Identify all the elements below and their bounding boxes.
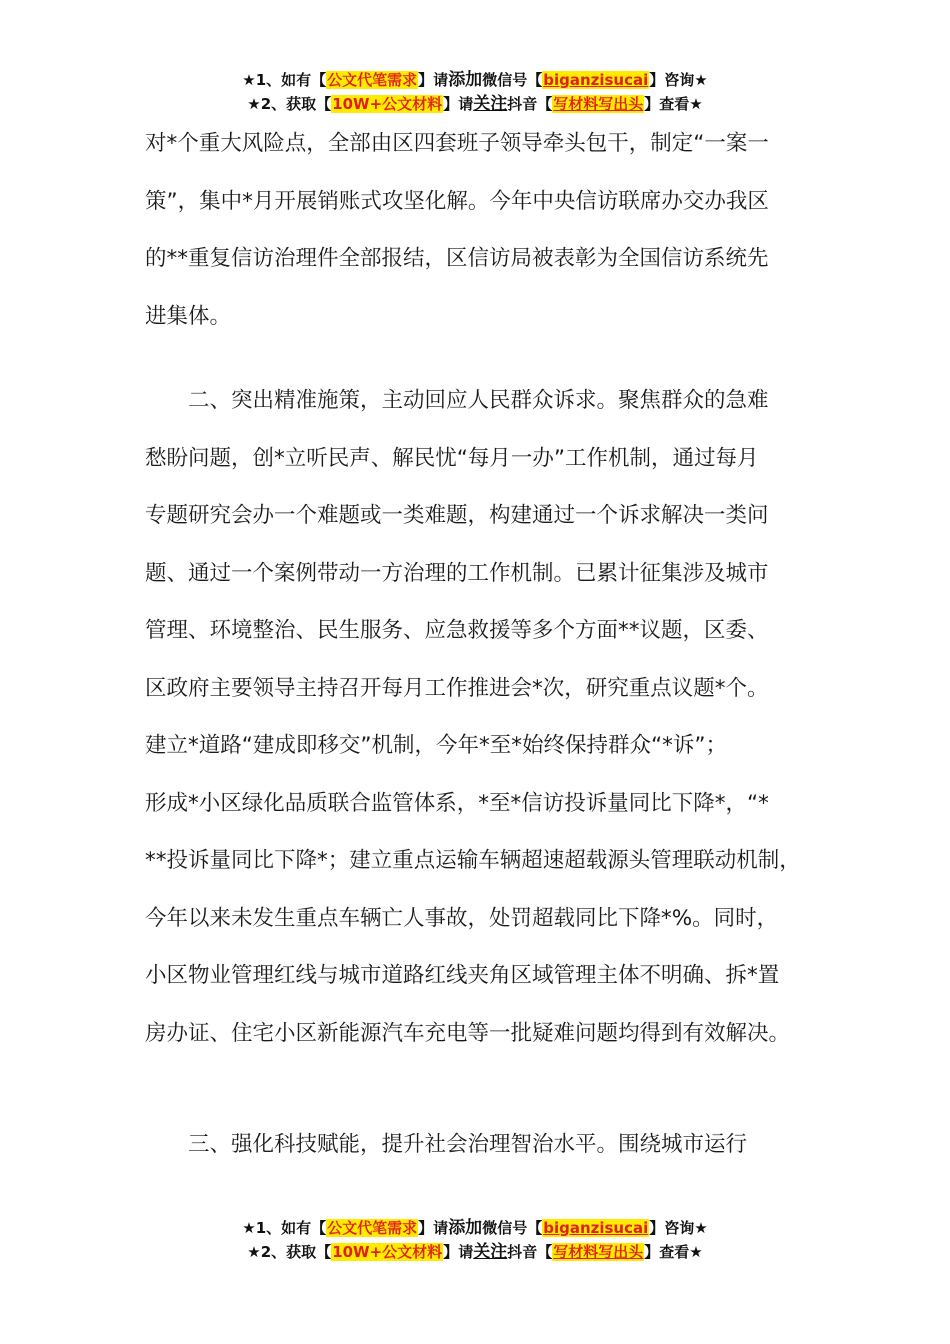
text-line: 专题研究会办一个难题或一类难题，构建通过一个诉求解决一类问 (145, 503, 769, 528)
wechat-id-link[interactable]: biganzisucai (543, 1219, 649, 1237)
promo-text: 】请 (443, 95, 474, 113)
promo-text: ★1、如有【 (242, 71, 327, 89)
promo-highlight: 公文代笔需求 (327, 71, 418, 89)
wechat-id-link[interactable]: biganzisucai (543, 71, 649, 89)
promo-text: 】查看★ (644, 1243, 703, 1261)
text-line: 三、强化科技赋能，提升社会治理智治水平。围绕城市运行 (145, 1132, 748, 1157)
text-line: 的**重复信访治理件全部报结，区信访局被表彰为全国信访系统先 (145, 246, 769, 271)
promo-text: 】请 (418, 71, 449, 89)
paragraph-spacer (145, 1062, 830, 1116)
text-line: 愁盼问题，创*立听民声、解民忧“每月一办”工作机制，通过每月 (145, 445, 759, 471)
promo-text: 抖音【 (507, 95, 553, 113)
promo-highlight: 公文代笔需求 (327, 1219, 418, 1237)
top-promo-banner (0, 68, 950, 116)
promo-line-2 (0, 1240, 950, 1264)
douyin-account-link[interactable]: 写材料写出头 (553, 1243, 644, 1261)
text-line: 区政府主要领导主持召开每月工作推进会*次，研究重点议题*个。 (145, 675, 769, 701)
promo-text: 】请 (418, 1219, 449, 1237)
promo-text: ★2、获取【 (247, 1243, 332, 1261)
text-line: 房办证、住宅小区新能源汽车充电等一批疑难问题均得到有效解决。 (145, 1020, 791, 1046)
promo-text: 微信号【 (482, 71, 543, 89)
text-line: 进集体。 (145, 303, 232, 329)
text-line: 今年以来未发生重点车辆亡人事故，处罚超载同比下降*%。同时， (145, 905, 779, 931)
text-line: 题、通过一个案例带动一方治理的工作机制。已累计征集涉及城市 (145, 560, 769, 586)
bottom-promo-banner (0, 1216, 950, 1264)
promo-emphasis: 添加 (448, 70, 483, 90)
promo-line-1 (0, 1216, 950, 1240)
text-line: 建立*道路“建成即移交”机制，今年*至*始终保持群众“*诉”； (145, 733, 728, 758)
paragraph-spacer (145, 345, 830, 372)
paragraph-2 (145, 372, 830, 1062)
text-line: 二、突出精准施策，主动回应人民群众诉求。聚焦群众的急难 (145, 388, 769, 413)
text-line: 策”，集中*月开展销账式攻坚化解。今年中央信访联席办交办我区 (145, 188, 769, 214)
promo-highlight: 10W+公文材料 (332, 95, 443, 113)
text-line: 对*个重大风险点，全部由区四套班子领导牵头包干，制定“一案一 (145, 131, 769, 156)
douyin-account-link[interactable]: 写材料写出头 (553, 95, 644, 113)
promo-text: 抖音【 (507, 1243, 553, 1261)
promo-text: 】查看★ (644, 95, 703, 113)
promo-text: 】咨询★ (649, 1219, 708, 1237)
promo-emphasis: 关注 (473, 94, 508, 114)
promo-emphasis: 关注 (473, 1242, 508, 1262)
document-body (145, 115, 830, 1174)
promo-text: 微信号【 (482, 1219, 543, 1237)
promo-line-1 (0, 68, 950, 92)
text-line: **投诉量同比下降*；建立重点运输车辆超速超载源头管理联动机制， (145, 848, 801, 873)
promo-text: ★1、如有【 (242, 1219, 327, 1237)
promo-highlight: 10W+公文材料 (332, 1243, 443, 1261)
paragraph-3 (145, 1116, 830, 1174)
paragraph-1 (145, 115, 830, 345)
promo-text: 】咨询★ (649, 71, 708, 89)
promo-text: 】请 (443, 1243, 474, 1261)
promo-text: ★2、获取【 (247, 95, 332, 113)
promo-emphasis: 添加 (448, 1218, 483, 1238)
text-line: 小区物业管理红线与城市道路红线夹角区域管理主体不明确、拆*置 (145, 963, 780, 988)
text-line: 形成*小区绿化品质联合监管体系，*至*信访投诉量同比下降*，“* (145, 790, 769, 816)
promo-line-2 (0, 92, 950, 116)
text-line: 管理、环境整治、民生服务、应急救援等多个方面**议题，区委、 (145, 618, 769, 643)
